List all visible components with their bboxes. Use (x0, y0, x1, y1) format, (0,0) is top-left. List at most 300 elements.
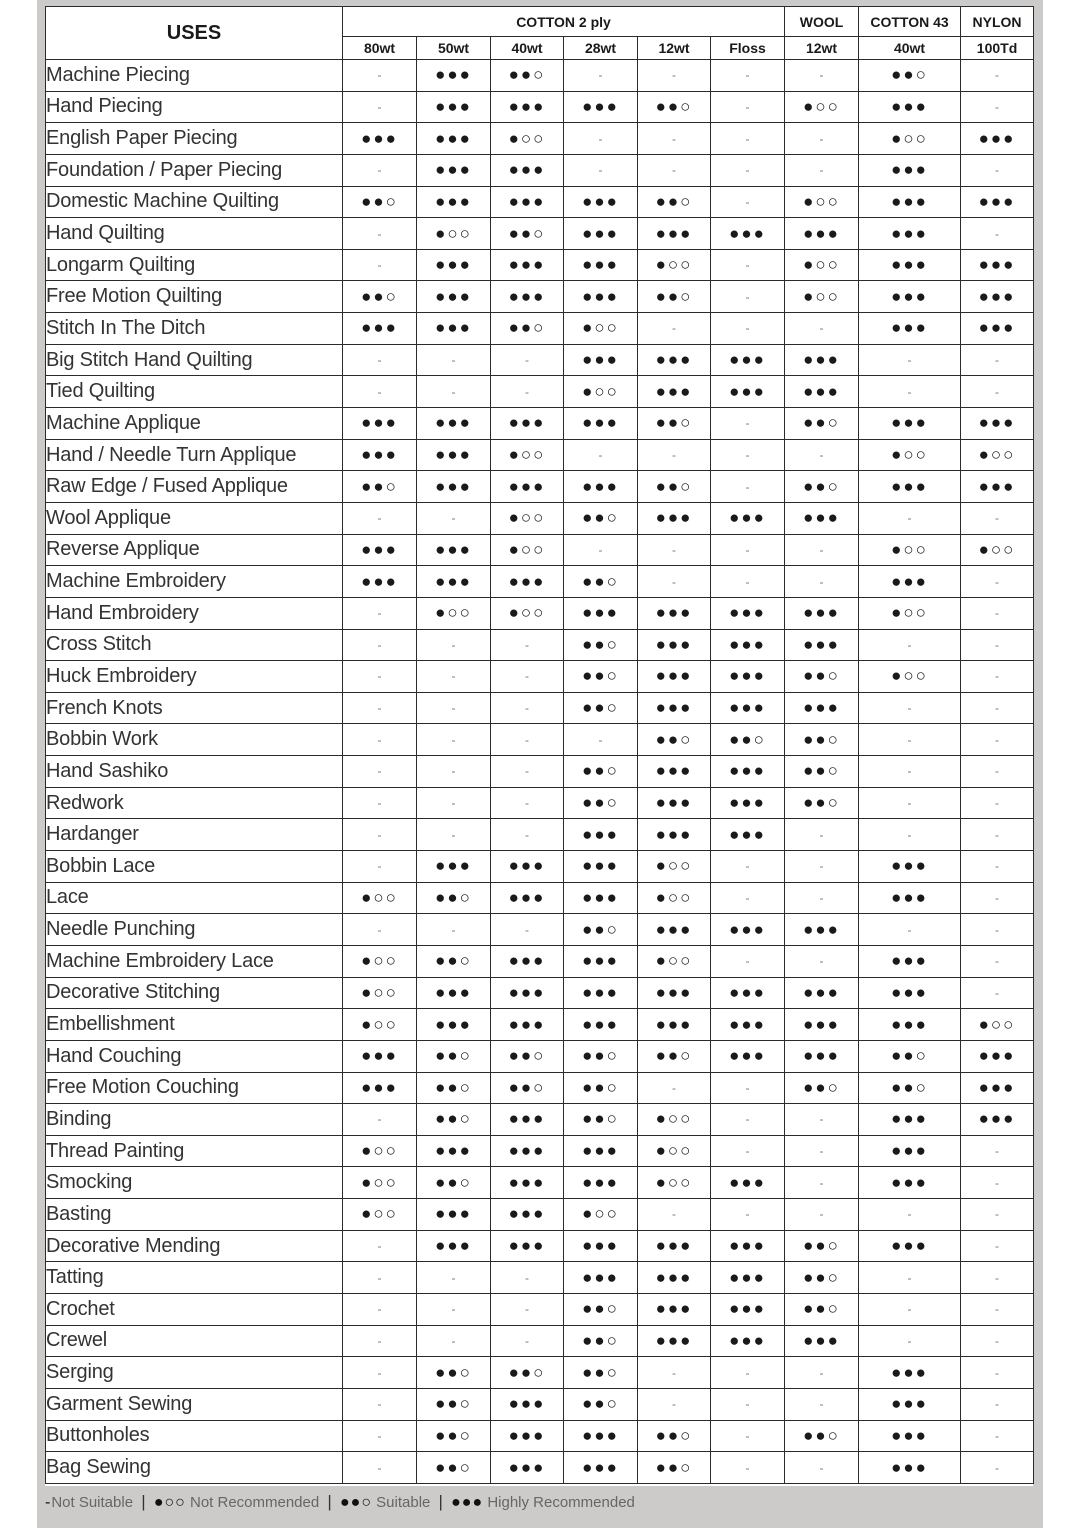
rating-dots: ●○○ (564, 1199, 638, 1231)
rating-dots: ●●○ (785, 408, 859, 440)
rating-dots: ●●● (638, 819, 711, 851)
rating-dash: - (961, 154, 1034, 186)
rating-dots: ●○○ (564, 376, 638, 408)
rating-dash: - (343, 154, 417, 186)
rating-dash: - (785, 439, 859, 471)
rating-dots: ●●● (859, 1452, 961, 1484)
rating-dots: ●●● (417, 1009, 491, 1041)
rating-dots: ●○○ (961, 439, 1034, 471)
rating-dots: ●●○ (638, 1452, 711, 1484)
rating-dots: ●●● (491, 281, 564, 313)
use-label: Lace (46, 882, 343, 914)
rating-dots: ●●● (417, 60, 491, 92)
table-row (46, 408, 1034, 440)
subheader-4: 12wt (638, 37, 711, 60)
table-row (46, 249, 1034, 281)
table-row (46, 502, 1034, 534)
uses-header: USES (46, 7, 343, 60)
rating-dash: - (711, 1452, 785, 1484)
rating-dots: ●●○ (638, 471, 711, 503)
rating-dash: - (961, 502, 1034, 534)
rating-dash: - (961, 1230, 1034, 1262)
legend-symbol-not-suitable: - (45, 1494, 52, 1511)
use-label: English Paper Piecing (46, 123, 343, 155)
rating-dots: ●●● (711, 756, 785, 788)
rating-dash: - (417, 787, 491, 819)
rating-dots: ●●● (638, 756, 711, 788)
use-label: Wool Applique (46, 502, 343, 534)
table-row (46, 977, 1034, 1009)
table-row (46, 819, 1034, 851)
rating-dash: - (785, 945, 859, 977)
rating-dots: ●●○ (564, 629, 638, 661)
legend-separator: | (327, 1492, 332, 1511)
rating-dots: ●●● (859, 91, 961, 123)
rating-dots: ●●● (564, 471, 638, 503)
rating-dots: ●●● (711, 1009, 785, 1041)
rating-dash: - (961, 1357, 1034, 1389)
use-label: Machine Applique (46, 408, 343, 440)
rating-dots: ●●● (961, 281, 1034, 313)
subheader-5: Floss (711, 37, 785, 60)
rating-dash: - (859, 376, 961, 408)
rating-dots: ●●● (785, 914, 859, 946)
rating-dots: ●●● (961, 408, 1034, 440)
rating-dots: ●●○ (417, 1452, 491, 1484)
rating-dots: ●●● (785, 629, 859, 661)
rating-dash: - (859, 502, 961, 534)
rating-dots: ●●● (859, 1009, 961, 1041)
rating-dots: ●●● (859, 1420, 961, 1452)
rating-dash: - (859, 629, 961, 661)
rating-dash: - (564, 154, 638, 186)
rating-dash: - (785, 1388, 859, 1420)
rating-dash: - (961, 787, 1034, 819)
rating-dots: ●●● (564, 851, 638, 883)
rating-dots: ●○○ (491, 439, 564, 471)
rating-dots: ●●● (638, 1293, 711, 1325)
use-label: Tatting (46, 1262, 343, 1294)
table-row (46, 1388, 1034, 1420)
rating-dash: - (343, 1420, 417, 1452)
subheader-7: 40wt (859, 37, 961, 60)
rating-dash: - (417, 756, 491, 788)
rating-dots: ●○○ (785, 91, 859, 123)
rating-dots: ●●● (564, 408, 638, 440)
use-label: Huck Embroidery (46, 661, 343, 693)
rating-dash: - (343, 597, 417, 629)
rating-dots: ●●○ (343, 281, 417, 313)
table-row (46, 186, 1034, 218)
rating-dots: ●●● (961, 249, 1034, 281)
rating-dots: ●●○ (417, 1357, 491, 1389)
rating-dots: ●●● (417, 1199, 491, 1231)
rating-dots: ●●● (491, 91, 564, 123)
rating-dots: ●●○ (638, 1420, 711, 1452)
rating-dots: ●●○ (564, 1293, 638, 1325)
rating-dash: - (711, 1199, 785, 1231)
rating-dots: ●●○ (417, 1388, 491, 1420)
rating-dots: ●○○ (491, 534, 564, 566)
rating-dots: ●○○ (491, 502, 564, 534)
rating-dots: ●●○ (417, 1420, 491, 1452)
rating-dash: - (417, 692, 491, 724)
use-label: Tied Quilting (46, 376, 343, 408)
rating-dots: ●●● (638, 629, 711, 661)
subheader-6: 12wt (785, 37, 859, 60)
rating-dots: ●●● (638, 1325, 711, 1357)
rating-dash: - (638, 534, 711, 566)
rating-dash: - (785, 1357, 859, 1389)
table-row (46, 344, 1034, 376)
table-row (46, 882, 1034, 914)
rating-dots: ●●○ (564, 661, 638, 693)
rating-dots: ●●● (417, 249, 491, 281)
group-header-nylon: NYLON (961, 7, 1034, 37)
thread-uses-table (45, 6, 1034, 1484)
rating-dots: ●●● (491, 882, 564, 914)
use-label: French Knots (46, 692, 343, 724)
rating-dash: - (961, 882, 1034, 914)
use-label: Serging (46, 1357, 343, 1389)
table-row (46, 1167, 1034, 1199)
rating-dots: ●○○ (859, 534, 961, 566)
table-row (46, 1230, 1034, 1262)
rating-dots: ●●● (859, 977, 961, 1009)
rating-dash: - (961, 1293, 1034, 1325)
rating-dash: - (859, 724, 961, 756)
rating-dash: - (785, 819, 859, 851)
rating-dash: - (961, 1199, 1034, 1231)
rating-dots: ●●● (491, 1199, 564, 1231)
table-row (46, 1262, 1034, 1294)
table-row (46, 218, 1034, 250)
table-row (46, 1199, 1034, 1231)
rating-dots: ●○○ (343, 1199, 417, 1231)
rating-dash: - (343, 629, 417, 661)
rating-dots: ●●● (711, 218, 785, 250)
subheader-1: 50wt (417, 37, 491, 60)
rating-dots: ●●● (564, 91, 638, 123)
rating-dash: - (785, 534, 859, 566)
rating-dots: ●●○ (785, 1262, 859, 1294)
rating-dash: - (711, 439, 785, 471)
table-row (46, 914, 1034, 946)
rating-dots: ●●● (785, 1009, 859, 1041)
use-label: Decorative Stitching (46, 977, 343, 1009)
rating-dots: ●●● (711, 787, 785, 819)
rating-dots: ●●○ (564, 1040, 638, 1072)
rating-dash: - (961, 851, 1034, 883)
rating-dots: ●○○ (785, 249, 859, 281)
rating-dots: ●●● (711, 661, 785, 693)
rating-dash: - (711, 566, 785, 598)
rating-dash: - (859, 819, 961, 851)
rating-dots: ●●● (638, 376, 711, 408)
rating-dots: ●○○ (564, 313, 638, 345)
rating-dash: - (417, 376, 491, 408)
rating-dash: - (785, 123, 859, 155)
use-label: Raw Edge / Fused Applique (46, 471, 343, 503)
rating-dots: ●●○ (491, 60, 564, 92)
table-row (46, 1040, 1034, 1072)
use-label: Hand Couching (46, 1040, 343, 1072)
rating-dash: - (343, 1357, 417, 1389)
rating-dots: ●●● (859, 1104, 961, 1136)
rating-dash: - (711, 1072, 785, 1104)
rating-dots: ●○○ (859, 439, 961, 471)
rating-dots: ●●● (491, 1420, 564, 1452)
rating-dots: ●●○ (785, 471, 859, 503)
rating-dash: - (564, 439, 638, 471)
rating-dots: ●●● (564, 1262, 638, 1294)
rating-dash: - (343, 376, 417, 408)
group-header-cotton-43: COTTON 43 (859, 7, 961, 37)
rating-dash: - (785, 1167, 859, 1199)
use-label: Redwork (46, 787, 343, 819)
rating-dots: ●●○ (564, 787, 638, 819)
rating-dots: ●●● (417, 281, 491, 313)
use-label: Machine Piecing (46, 60, 343, 92)
rating-dots: ●●○ (785, 1230, 859, 1262)
rating-dots: ●●● (638, 914, 711, 946)
use-label: Buttonholes (46, 1420, 343, 1452)
rating-dots: ●●○ (417, 1167, 491, 1199)
rating-dots: ●●● (785, 218, 859, 250)
rating-dash: - (711, 60, 785, 92)
rating-dash: - (638, 1388, 711, 1420)
rating-dots: ●●● (491, 1135, 564, 1167)
rating-dash: - (785, 851, 859, 883)
legend-label-suitable: Suitable (376, 1494, 431, 1511)
use-label: Machine Embroidery Lace (46, 945, 343, 977)
rating-dots: ●●○ (638, 91, 711, 123)
rating-dots: ●●○ (343, 471, 417, 503)
rating-dash: - (961, 1420, 1034, 1452)
rating-dots: ●○○ (859, 123, 961, 155)
rating-dots: ●●● (417, 1230, 491, 1262)
rating-dots: ●●● (711, 1167, 785, 1199)
rating-dots: ●●● (859, 249, 961, 281)
rating-dots: ●●● (859, 882, 961, 914)
rating-dots: ●●● (564, 819, 638, 851)
rating-dash: - (961, 1262, 1034, 1294)
use-label: Needle Punching (46, 914, 343, 946)
rating-dots: ●●● (785, 344, 859, 376)
rating-dash: - (343, 661, 417, 693)
rating-dots: ●○○ (638, 1167, 711, 1199)
rating-dots: ●●○ (491, 1357, 564, 1389)
rating-dash: - (859, 692, 961, 724)
rating-dash: - (417, 629, 491, 661)
table-row (46, 629, 1034, 661)
rating-dash: - (343, 819, 417, 851)
rating-dots: ●●● (343, 313, 417, 345)
table-row (46, 123, 1034, 155)
rating-dots: ●●● (711, 977, 785, 1009)
rating-dash: - (961, 724, 1034, 756)
rating-dash: - (961, 1135, 1034, 1167)
rating-dash: - (638, 123, 711, 155)
use-label: Free Motion Couching (46, 1072, 343, 1104)
rating-dots: ●●○ (785, 724, 859, 756)
use-label: Hand Embroidery (46, 597, 343, 629)
rating-dash: - (859, 1262, 961, 1294)
rating-dots: ●●● (491, 977, 564, 1009)
rating-dash: - (859, 344, 961, 376)
rating-dots: ●●○ (417, 945, 491, 977)
rating-dots: ●●○ (343, 186, 417, 218)
rating-dots: ●●○ (638, 1040, 711, 1072)
rating-dots: ●●● (638, 692, 711, 724)
use-label: Reverse Applique (46, 534, 343, 566)
rating-dots: ●●● (564, 1009, 638, 1041)
rating-dots: ●●● (711, 1230, 785, 1262)
use-label: Hand Quilting (46, 218, 343, 250)
rating-dash: - (343, 1325, 417, 1357)
rating-dash: - (859, 787, 961, 819)
rating-dash: - (417, 914, 491, 946)
rating-dots: ●○○ (785, 186, 859, 218)
rating-dots: ●●○ (564, 1072, 638, 1104)
rating-dots: ●●○ (491, 313, 564, 345)
rating-dots: ●○○ (638, 882, 711, 914)
legend-label-not-suitable: Not Suitable (51, 1494, 134, 1511)
table-row (46, 1357, 1034, 1389)
rating-dash: - (343, 1230, 417, 1262)
legend (45, 1492, 635, 1512)
rating-dots: ●●○ (785, 661, 859, 693)
rating-dots: ●●○ (785, 1072, 859, 1104)
rating-dash: - (711, 408, 785, 440)
rating-dots: ●●● (417, 534, 491, 566)
rating-dash: - (961, 1452, 1034, 1484)
rating-dash: - (961, 597, 1034, 629)
rating-dots: ●●● (711, 629, 785, 661)
rating-dots: ●●○ (859, 60, 961, 92)
use-label: Free Motion Quilting (46, 281, 343, 313)
rating-dash: - (785, 154, 859, 186)
rating-dots: ●●○ (564, 1388, 638, 1420)
use-label: Smocking (46, 1167, 343, 1199)
rating-dash: - (785, 882, 859, 914)
rating-dash: - (711, 1135, 785, 1167)
rating-dash: - (859, 756, 961, 788)
use-label: Embellishment (46, 1009, 343, 1041)
rating-dots: ●●○ (638, 724, 711, 756)
rating-dots: ●●● (417, 977, 491, 1009)
rating-dots: ●●● (491, 945, 564, 977)
use-label: Stitch In The Ditch (46, 313, 343, 345)
rating-dots: ●○○ (343, 1135, 417, 1167)
rating-dash: - (961, 661, 1034, 693)
legend-separator: | (141, 1492, 146, 1511)
rating-dots: ●●○ (564, 756, 638, 788)
rating-dots: ●●● (961, 1104, 1034, 1136)
rating-dots: ●●○ (711, 724, 785, 756)
rating-dots: ●●● (961, 123, 1034, 155)
rating-dots: ●●● (638, 502, 711, 534)
rating-dots: ●●○ (564, 566, 638, 598)
rating-dots: ●○○ (961, 534, 1034, 566)
page-frame (37, 0, 1043, 1528)
rating-dots: ●●● (491, 1452, 564, 1484)
rating-dots: ●●● (638, 344, 711, 376)
rating-dots: ●●● (859, 313, 961, 345)
legend-separator: | (438, 1492, 443, 1511)
rating-dots: ●○○ (785, 281, 859, 313)
rating-dots: ●●● (343, 566, 417, 598)
rating-dots: ●●● (785, 597, 859, 629)
rating-dash: - (961, 1388, 1034, 1420)
rating-dash: - (961, 914, 1034, 946)
table-body (46, 60, 1034, 1484)
rating-dash: - (564, 60, 638, 92)
rating-dash: - (711, 945, 785, 977)
rating-dash: - (491, 914, 564, 946)
rating-dots: ●●● (859, 281, 961, 313)
table-row (46, 724, 1034, 756)
rating-dots: ●●● (859, 218, 961, 250)
rating-dots: ●●● (343, 1072, 417, 1104)
rating-dash: - (491, 787, 564, 819)
rating-dash: - (961, 60, 1034, 92)
group-header-wool: WOOL (785, 7, 859, 37)
use-label: Bag Sewing (46, 1452, 343, 1484)
rating-dots: ●●○ (638, 408, 711, 440)
rating-dots: ●○○ (343, 1167, 417, 1199)
rating-dots: ●●● (711, 502, 785, 534)
rating-dash: - (491, 1293, 564, 1325)
rating-dash: - (961, 1325, 1034, 1357)
rating-dash: - (785, 60, 859, 92)
rating-dash: - (711, 1420, 785, 1452)
rating-dots: ●●● (961, 186, 1034, 218)
rating-dash: - (711, 882, 785, 914)
rating-dash: - (961, 91, 1034, 123)
table-row (46, 154, 1034, 186)
rating-dots: ●●● (564, 977, 638, 1009)
use-label: Crewel (46, 1325, 343, 1357)
rating-dots: ●●● (785, 1040, 859, 1072)
rating-dash: - (491, 376, 564, 408)
table-row (46, 851, 1034, 883)
rating-dash: - (343, 1262, 417, 1294)
rating-dots: ●●○ (785, 756, 859, 788)
table-row (46, 471, 1034, 503)
rating-dots: ●●● (491, 186, 564, 218)
rating-dots: ●●● (711, 1040, 785, 1072)
rating-dots: ●●● (638, 218, 711, 250)
rating-dots: ●○○ (417, 597, 491, 629)
rating-dots: ●●● (638, 597, 711, 629)
table-row (46, 1104, 1034, 1136)
rating-dash: - (343, 914, 417, 946)
rating-dots: ●●● (859, 851, 961, 883)
rating-dots: ●●● (491, 1009, 564, 1041)
use-label: Foundation / Paper Piecing (46, 154, 343, 186)
rating-dots: ●●● (417, 471, 491, 503)
table-row (46, 1452, 1034, 1484)
rating-dots: ●●● (343, 408, 417, 440)
rating-dots: ●●● (711, 914, 785, 946)
rating-dots: ●●○ (564, 914, 638, 946)
rating-dash: - (711, 249, 785, 281)
rating-dots: ●●● (638, 977, 711, 1009)
rating-dots: ●●● (491, 566, 564, 598)
rating-dash: - (343, 344, 417, 376)
rating-dots: ●●● (859, 945, 961, 977)
